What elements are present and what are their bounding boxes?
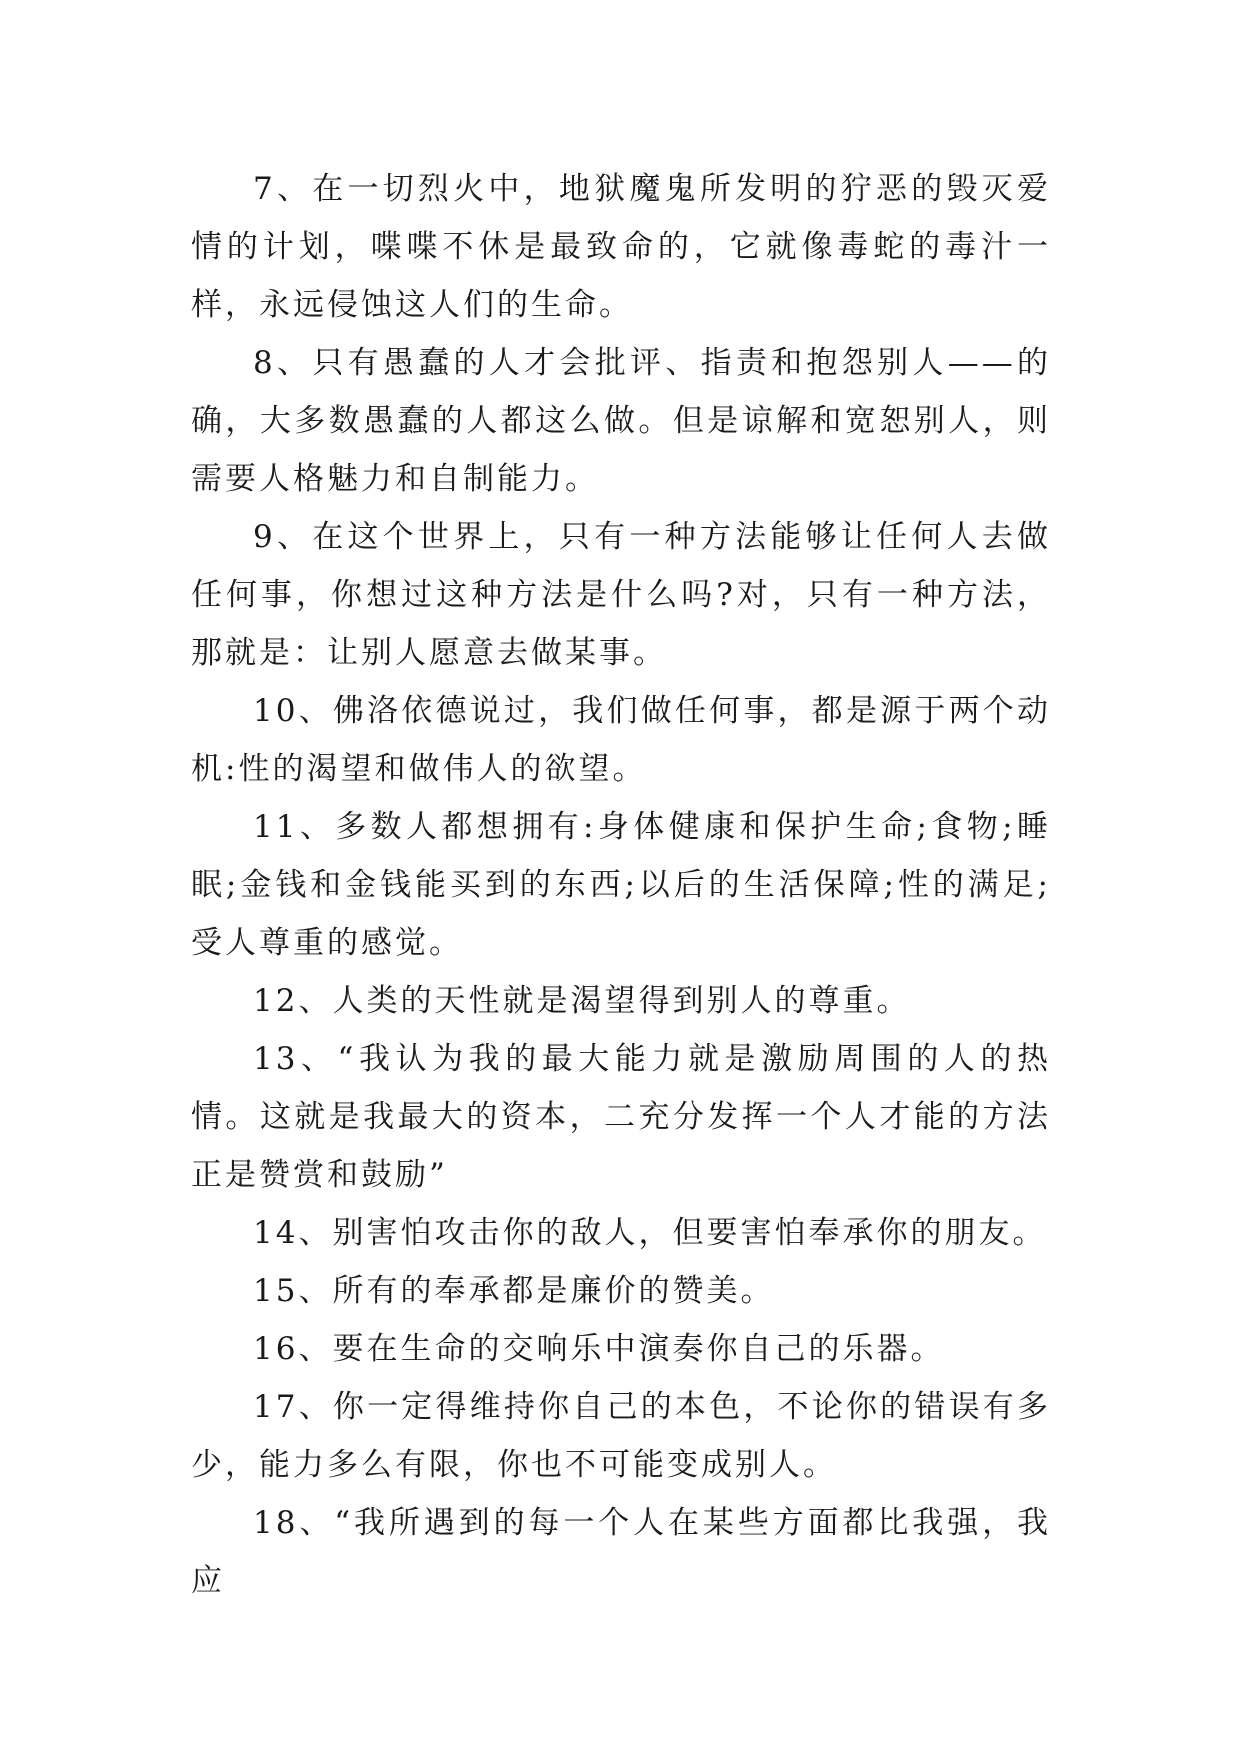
paragraph-10: 10、佛洛依德说过，我们做任何事，都是源于两个动机:性的渴望和做伟人的欲望。 <box>191 693 1051 787</box>
paragraph-15: 15、所有的奉承都是廉价的赞美。 <box>253 1273 775 1309</box>
paragraph-18: 18、“我所遇到的每一个人在某些方面都比我强，我应 <box>191 1505 1051 1599</box>
paragraph-7: 7、在一切烈火中，地狱魔鬼所发明的狞恶的毁灭爱情的计划，喋喋不休是最致命的，它就像毒蛇的毒汁一样，永远侵蚀这人们的生命。 <box>191 171 1051 323</box>
paragraph-17: 17、你一定得维持你自己的本色，不论你的错误有多少，能力多么有限，你也不可能变成别人。 <box>191 1389 1051 1483</box>
paragraph-12: 12、人类的天性就是渴望得到别人的尊重。 <box>253 983 911 1019</box>
paragraph-11: 11、多数人都想拥有:身体健康和保护生命;食物;睡眠;金钱和金钱能买到的东西;以后的生活保障;性的满足;受人尊重的感觉。 <box>191 809 1051 961</box>
paragraph-13: 13、“我认为我的最大能力就是激励周围的人的热情。这就是我最大的资本，二充分发挥一个人才能的方法正是赞赏和鼓励” <box>191 1041 1051 1193</box>
paragraph-16: 16、要在生命的交响乐中演奏你自己的乐器。 <box>253 1331 945 1367</box>
paragraph-8: 8、只有愚蠢的人才会批评、指责和抱怨别人——的确，大多数愚蠢的人都这么做。但是谅解和宽恕别人，则需要人格魅力和自制能力。 <box>191 345 1051 497</box>
paragraph-9: 9、在这个世界上，只有一种方法能够让任何人去做任何事，你想过这种方法是什么吗?对，只有一种方法，那就是：让别人愿意去做某事。 <box>191 519 1051 671</box>
document-body <box>191 160 1051 1610</box>
paragraph-14: 14、别害怕攻击你的敌人，但要害怕奉承你的朋友。 <box>253 1215 1047 1251</box>
